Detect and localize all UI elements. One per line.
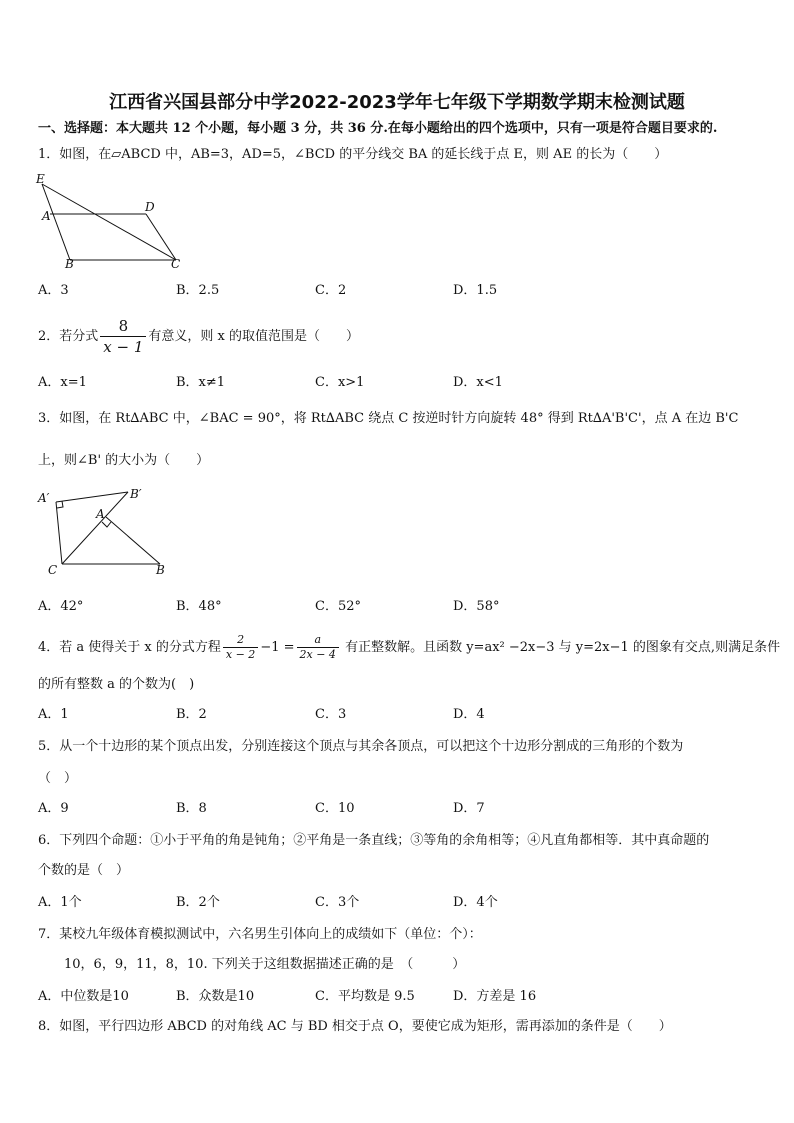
q1-option-b: B．2.5 (176, 283, 220, 298)
q2-numerator: 8 (100, 316, 146, 337)
q4-option-d: D．4 (453, 707, 485, 722)
q3-option-a: A．42° (38, 599, 84, 614)
label-e: E (36, 172, 45, 186)
question-4-stem-line2: 的所有整数 a 的个数为( ) (38, 677, 195, 692)
q4-option-b: B．2 (176, 707, 207, 722)
q5-option-d: D．7 (453, 801, 485, 816)
question-2-stem (38, 316, 359, 357)
q6-option-b: B．2个 (176, 895, 220, 910)
q4-prefix: 4．若 a 使得关于 x 的分式方程 (38, 640, 221, 655)
q3-option-d: D．58° (453, 599, 500, 614)
q2-denominator: x − 1 (103, 338, 144, 356)
q7-option-a: A．中位数是10 (38, 989, 129, 1004)
question-7-stem-line2: 10，6，9，11，8，10. 下列关于这组数据描述正确的是 （ ） (64, 957, 466, 972)
question-4-stem-line1 (38, 630, 780, 666)
q4-f1-denominator: x − 2 (225, 648, 256, 661)
q2-suffix: 有意义，则 x 的取值范围是（ ） (148, 329, 359, 344)
q5-option-b: B．8 (176, 801, 207, 816)
segment-a1b1 (56, 492, 128, 502)
page-title: 江西省兴国县部分中学2022-2023学年七年级下学期数学期末检测试题 (109, 92, 685, 113)
section-heading: 一、选择题：本大题共 12 个小题，每小题 3 分，共 36 分.在每小题给出的四个选项中，只有一项是符合题目要求的. (38, 121, 718, 136)
q6-option-d: D．4个 (453, 895, 498, 910)
q4-fraction-2 (297, 633, 339, 662)
label-b-prime: B′ (130, 487, 142, 501)
label-b: B (65, 257, 74, 271)
q4-f2-numerator: a (297, 633, 339, 648)
q7-option-c: C．平均数是 9.5 (315, 989, 415, 1004)
label-c: C (171, 257, 181, 271)
right-angle-a (102, 522, 111, 527)
q4-fraction-1 (223, 633, 258, 662)
q4-f2-denominator: 2x − 4 (299, 648, 336, 661)
question-5-stem-line1: 5．从一个十边形的某个顶点出发，分别连接这个顶点与其余各顶点，可以把这个十边形分割成的三角形的个数为 (38, 739, 684, 754)
question-3-figure (32, 484, 182, 580)
label-a-prime: A′ (38, 491, 50, 505)
label-c: C (48, 563, 58, 577)
q2-option-b: B．x≠1 (176, 375, 226, 390)
question-1-stem: 1．如图，在▱ABCD 中，AB=3，AD=5，∠BCD 的平分线交 BA 的延长线于点 E，则 AE 的长为（ ） (38, 147, 668, 162)
q2-option-a: A．x=1 (38, 375, 87, 390)
q3-option-c: C．52° (315, 599, 361, 614)
question-7-stem-line1: 7．某校九年级体育模拟测试中，六名男生引体向上的成绩如下（单位：个）： (38, 927, 482, 942)
question-1-figure (32, 172, 192, 272)
q4-f1-numerator: 2 (223, 633, 258, 648)
q4-middle: −1 = (260, 640, 295, 655)
label-d: D (145, 200, 155, 214)
q6-option-a: A．1个 (38, 895, 82, 910)
segment-a1c (56, 502, 62, 564)
question-8-stem: 8．如图，平行四边形 ABCD 的对角线 AC 与 BD 相交于点 O，要使它成为矩形，需再添加的条件是（ ） (38, 1019, 672, 1034)
q6-option-c: C．3个 (315, 895, 360, 910)
question-5-stem-line2: （ ） (38, 771, 78, 786)
q2-fraction (100, 316, 146, 357)
q2-option-d: D．x<1 (453, 375, 503, 390)
q5-option-a: A．9 (38, 801, 69, 816)
q4-option-c: C．3 (315, 707, 347, 722)
label-a: A (42, 209, 51, 223)
label-b: B (156, 563, 165, 577)
q1-option-c: C．2 (315, 283, 347, 298)
segment-ab (106, 517, 160, 564)
question-6-stem-line2: 个数的是（ ） (38, 863, 130, 878)
segment-dc (146, 214, 176, 260)
question-6-stem-line1: 6．下列四个命题：①小于平角的角是钝角；②平角是一条直线；③等角的余角相等；④凡直角都相等．其中真命题的 (38, 833, 710, 848)
label-a: A (96, 507, 105, 521)
question-3-stem-line2: 上，则∠B' 的大小为（ ） (38, 453, 210, 468)
question-3-stem-line1: 3．如图，在 Rt∆ABC 中，∠BAC = 90°，将 Rt∆ABC 绕点 C 按逆时针方向旋转 48° 得到 Rt∆A'B'C'，点 A 在边 B'C (38, 411, 739, 426)
q2-option-c: C．x>1 (315, 375, 365, 390)
q7-option-d: D．方差是 16 (453, 989, 537, 1004)
segment-ec (42, 184, 176, 260)
q4-option-a: A．1 (38, 707, 69, 722)
q5-option-c: C．10 (315, 801, 355, 816)
q1-option-d: D．1.5 (453, 283, 498, 298)
q4-suffix: 有正整数解。且函数 y=ax² −2x−3 与 y=2x−1 的图象有交点,则满足条件 (345, 640, 781, 655)
q2-prefix: 2．若分式 (38, 329, 99, 344)
q7-option-b: B．众数是10 (176, 989, 255, 1004)
q1-option-a: A．3 (38, 283, 69, 298)
q3-option-b: B．48° (176, 599, 222, 614)
